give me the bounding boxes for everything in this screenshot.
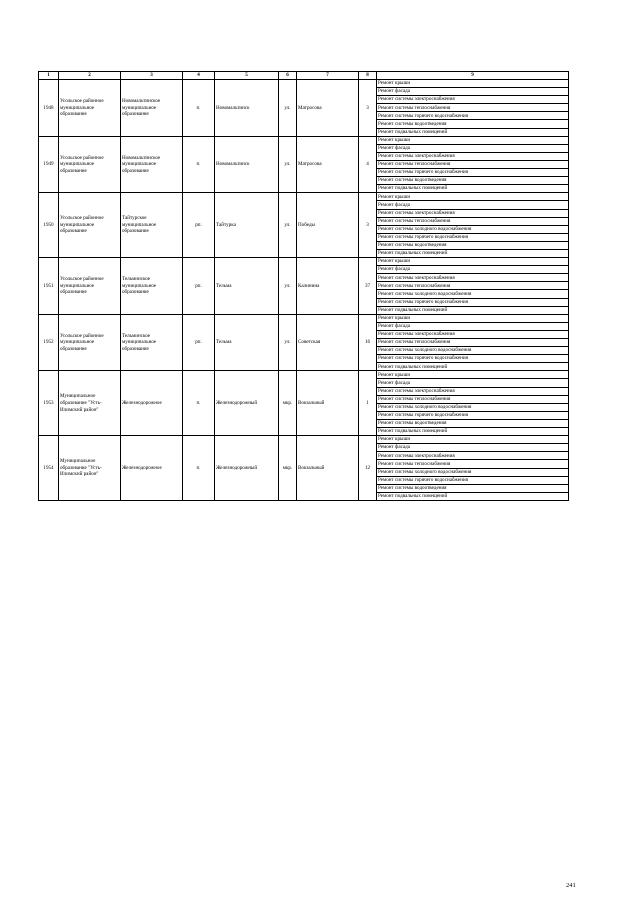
repair-work-item: Ремонт подвальных помещений <box>377 492 569 500</box>
street-type: ул. <box>279 136 297 193</box>
street-name: Вокзальный <box>297 436 359 501</box>
street-type: мкр. <box>279 436 297 501</box>
repair-work-item: Ремонт фасада <box>377 444 569 452</box>
settlement-name: Железнодорожный <box>215 371 279 436</box>
settlement-name: Тельма <box>215 314 279 371</box>
header-col-7: 7 <box>297 72 359 80</box>
settlement-name: Железнодорожный <box>215 436 279 501</box>
repair-work-item: Ремонт системы электроснабжения <box>377 274 569 282</box>
record-number: 1949 <box>39 136 59 193</box>
house-number: 4 <box>359 136 377 193</box>
repair-work-item: Ремонт крыши <box>377 314 569 322</box>
table-row <box>39 371 569 379</box>
repair-work-item: Ремонт системы теплоснабжения <box>377 282 569 290</box>
house-number: 12 <box>359 436 377 501</box>
page-number: 241 <box>566 882 576 889</box>
settlement-name: Тельма <box>215 258 279 315</box>
street-name: Вокзальный <box>297 371 359 436</box>
header-col-1: 1 <box>39 72 59 80</box>
repair-work-item: Ремонт системы водоотведения <box>377 484 569 492</box>
repair-work-item: Ремонт подвальных помещений <box>377 428 569 436</box>
repair-work-item: Ремонт фасада <box>377 88 569 96</box>
repair-work-item: Ремонт системы горячего водоснабжения <box>377 112 569 120</box>
settlement-type: п. <box>183 80 215 137</box>
municipality-name: Тайтурское муниципальное образование <box>121 193 183 258</box>
record-number: 1953 <box>39 371 59 436</box>
repair-work-item: Ремонт подвальных помещений <box>377 306 569 314</box>
repair-work-item: Ремонт системы горячего водоснабжения <box>377 476 569 484</box>
record-number: 1948 <box>39 80 59 137</box>
municipality-name: Новомальтинское муниципальное образование <box>121 136 183 193</box>
table-row <box>39 193 569 201</box>
repair-work-item: Ремонт крыши <box>377 193 569 201</box>
municipality-name: Железнодорожное <box>121 436 183 501</box>
table-body <box>39 80 569 501</box>
municipality-name: Тельминское муниципальное образование <box>121 258 183 315</box>
repair-work-item: Ремонт системы горячего водоснабжения <box>377 233 569 241</box>
street-type: ул. <box>279 314 297 371</box>
repair-work-item: Ремонт системы горячего водоснабжения <box>377 411 569 419</box>
header-col-2: 2 <box>59 72 121 80</box>
repair-work-item: Ремонт системы электроснабжения <box>377 452 569 460</box>
street-name: Матросова <box>297 136 359 193</box>
repair-work-item: Ремонт системы теплоснабжения <box>377 460 569 468</box>
district-name: Усольское районное муниципальное образование <box>59 136 121 193</box>
settlement-type: п. <box>183 436 215 501</box>
repair-work-item: Ремонт системы горячего водоснабжения <box>377 298 569 306</box>
record-number: 1954 <box>39 436 59 501</box>
settlement-type: п. <box>183 136 215 193</box>
street-type: ул. <box>279 80 297 137</box>
table-row <box>39 436 569 444</box>
repair-work-item: Ремонт системы водоотведения <box>377 177 569 185</box>
repair-work-item: Ремонт подвальных помещений <box>377 185 569 193</box>
repair-work-item: Ремонт системы водоотведения <box>377 241 569 249</box>
street-type: ул. <box>279 258 297 315</box>
street-type: ул. <box>279 193 297 258</box>
settlement-type: рп. <box>183 193 215 258</box>
repair-work-item: Ремонт фасада <box>377 144 569 152</box>
repair-work-item: Ремонт системы электроснабжения <box>377 209 569 217</box>
repair-work-item: Ремонт крыши <box>377 436 569 444</box>
settlement-name: Новомальтинск <box>215 136 279 193</box>
district-name: Муниципальное образование "Усть-Илимский район" <box>59 371 121 436</box>
street-name: Калинина <box>297 258 359 315</box>
street-name: Матросова <box>297 80 359 137</box>
district-name: Усольское районное муниципальное образование <box>59 314 121 371</box>
repair-work-item: Ремонт системы теплоснабжения <box>377 217 569 225</box>
repair-work-item: Ремонт подвальных помещений <box>377 363 569 371</box>
municipality-name: Новомальтинское муниципальное образование <box>121 80 183 137</box>
table-row <box>39 314 569 322</box>
repair-work-item: Ремонт крыши <box>377 371 569 379</box>
repair-work-item: Ремонт системы электроснабжения <box>377 152 569 160</box>
repair-work-item: Ремонт подвальных помещений <box>377 249 569 257</box>
repair-work-item: Ремонт системы электроснабжения <box>377 387 569 395</box>
table-row <box>39 80 569 88</box>
header-col-8: 8 <box>359 72 377 80</box>
repair-work-item: Ремонт системы горячего водоснабжения <box>377 169 569 177</box>
street-type: мкр. <box>279 371 297 436</box>
repair-work-item: Ремонт системы теплоснабжения <box>377 104 569 112</box>
repair-work-item: Ремонт фасада <box>377 322 569 330</box>
settlement-type: п. <box>183 371 215 436</box>
header-col-4: 4 <box>183 72 215 80</box>
repair-work-item: Ремонт фасада <box>377 266 569 274</box>
repair-work-item: Ремонт крыши <box>377 258 569 266</box>
settlement-type: рп. <box>183 258 215 315</box>
record-number: 1951 <box>39 258 59 315</box>
header-col-9: 9 <box>377 72 569 80</box>
repair-work-item: Ремонт системы теплоснабжения <box>377 160 569 168</box>
house-number: 1 <box>359 371 377 436</box>
repair-work-item: Ремонт системы электроснабжения <box>377 96 569 104</box>
header-row <box>39 72 569 80</box>
repair-work-item: Ремонт системы электроснабжения <box>377 330 569 338</box>
repair-work-item: Ремонт системы теплоснабжения <box>377 395 569 403</box>
settlement-type: рп. <box>183 314 215 371</box>
repair-work-item: Ремонт крыши <box>377 136 569 144</box>
repair-work-item: Ремонт системы водоотведения <box>377 419 569 427</box>
header-col-3: 3 <box>121 72 183 80</box>
repair-work-item: Ремонт фасада <box>377 379 569 387</box>
street-name: Победы <box>297 193 359 258</box>
repair-work-item: Ремонт системы горячего водоснабжения <box>377 355 569 363</box>
house-number: 3 <box>359 80 377 137</box>
house-number: 37 <box>359 258 377 315</box>
repair-work-item: Ремонт крыши <box>377 80 569 88</box>
settlement-name: Тайтурка <box>215 193 279 258</box>
repair-work-item: Ремонт фасада <box>377 201 569 209</box>
repair-work-item: Ремонт системы холодного водоснабжения <box>377 347 569 355</box>
repair-work-item: Ремонт системы холодного водоснабжения <box>377 225 569 233</box>
repair-work-item: Ремонт системы водоотведения <box>377 120 569 128</box>
repair-work-item: Ремонт системы холодного водоснабжения <box>377 468 569 476</box>
house-number: 16 <box>359 314 377 371</box>
district-name: Усольское районное муниципальное образование <box>59 80 121 137</box>
street-name: Советская <box>297 314 359 371</box>
settlement-name: Новомальтинск <box>215 80 279 137</box>
repair-program-table <box>38 71 569 501</box>
district-name: Усольское районное муниципальное образование <box>59 193 121 258</box>
repair-work-item: Ремонт системы холодного водоснабжения <box>377 290 569 298</box>
repair-work-item: Ремонт подвальных помещений <box>377 128 569 136</box>
house-number: 3 <box>359 193 377 258</box>
table-row <box>39 136 569 144</box>
repair-work-item: Ремонт системы холодного водоснабжения <box>377 403 569 411</box>
header-col-5: 5 <box>215 72 279 80</box>
record-number: 1950 <box>39 193 59 258</box>
municipality-name: Железнодорожное <box>121 371 183 436</box>
header-col-6: 6 <box>279 72 297 80</box>
table-row <box>39 258 569 266</box>
repair-work-item: Ремонт системы теплоснабжения <box>377 339 569 347</box>
record-number: 1952 <box>39 314 59 371</box>
district-name: Усольское районное муниципальное образование <box>59 258 121 315</box>
district-name: Муниципальное образование "Усть-Илимский район" <box>59 436 121 501</box>
municipality-name: Тельминское муниципальное образование <box>121 314 183 371</box>
